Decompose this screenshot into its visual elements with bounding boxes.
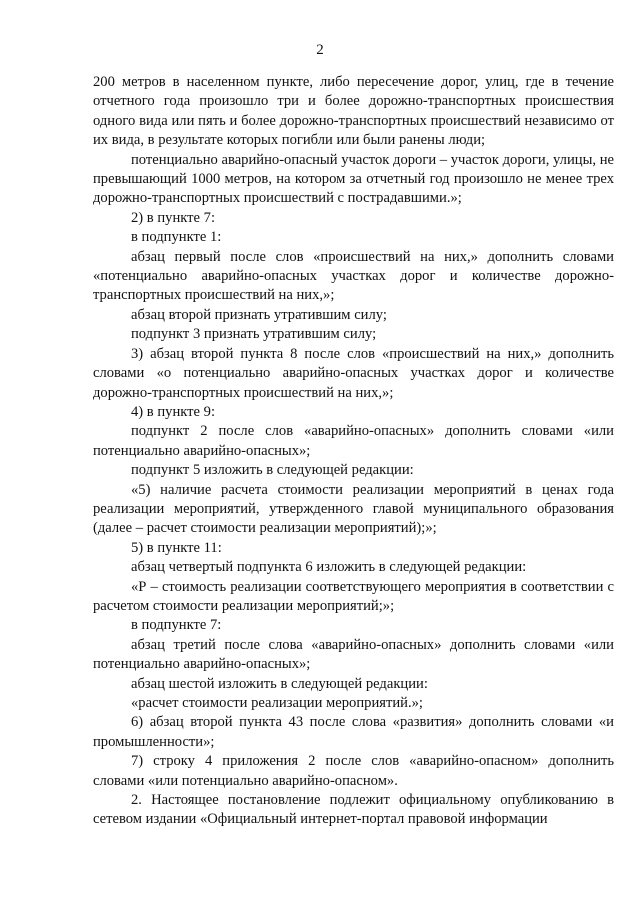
text-line: с расчетом стоимости реализации мероприятий;»; — [93, 578, 614, 614]
paragraph — [93, 403, 614, 422]
text-line: от их вида, в результате которых погибли или были ранены люди; — [93, 112, 615, 149]
text-line: потенциально аварийно-опасных»; — [93, 442, 311, 459]
text-line: «потенциально аварийно-опасных участках дорог и количестве дорожно- — [93, 268, 614, 285]
text-line: 4) в пункте 9: — [131, 403, 216, 420]
text-line: 7) строку 4 приложения 2 после слов «аварийно-опасном» дополнить — [131, 753, 614, 770]
text-line: одного вида или пять и более дорожно-транспортных происшествий независимо — [93, 112, 597, 129]
paragraph — [93, 752, 614, 791]
text-line: абзац второй признать утратившим силу; — [131, 306, 387, 323]
text-line: транспортных происшествий на них,»; — [93, 287, 335, 304]
paragraph — [93, 325, 614, 344]
paragraph — [93, 422, 614, 461]
text-line: словами «о потенциально аварийно-опасных участках дорог и количестве — [93, 365, 614, 382]
text-line: отчетного года произошло три и более дорожно-транспортных происшествия — [93, 93, 614, 110]
paragraph — [93, 248, 614, 306]
paragraph — [93, 228, 614, 247]
paragraph — [93, 636, 614, 675]
text-line: подпункт 3 признать утратившим силу; — [131, 326, 377, 343]
paragraph — [93, 306, 614, 325]
text-line: (далее – расчет стоимости реализации мероприятий);»; — [93, 520, 437, 537]
text-line: 5) в пункте 11: — [131, 539, 222, 556]
text-line: подпункт 2 после слов «аварийно-опасных» дополнить словами «или — [131, 423, 614, 440]
text-line: реализации мероприятий, утвержденного главой муниципального образования — [93, 500, 614, 517]
paragraph — [93, 461, 614, 480]
paragraph — [93, 539, 614, 558]
text-line: 200 метров в населенном пункте, либо пересечение дорог, улиц, где в течение — [93, 74, 614, 90]
text-line: абзац первый после слов «происшествий на них,» дополнить словами — [131, 248, 614, 265]
paragraph — [93, 694, 614, 713]
text-line: 6) абзац второй пункта 43 после слова «развития» дополнить словами «и — [131, 714, 614, 731]
text-line: потенциально аварийно-опасный участок дороги – участок дороги, улицы, — [131, 151, 597, 168]
text-line: в подпункте 7: — [131, 617, 222, 634]
text-line: абзац шестой изложить в следующей редакции: — [131, 675, 428, 692]
paragraph — [93, 791, 614, 830]
paragraph — [93, 713, 614, 752]
text-line: «5) наличие расчета стоимости реализации мероприятий в ценах года — [131, 481, 614, 498]
text-line: промышленности»; — [93, 733, 215, 750]
text-line: 3) абзац второй пункта 8 после слов «происшествий на них,» дополнить — [131, 345, 614, 362]
page-number: 2 — [316, 42, 324, 58]
text-line: потенциально аварийно-опасных»; — [93, 656, 311, 673]
paragraph — [93, 578, 614, 617]
text-line: трех дорожно-транспортных происшествий с пострадавшими.»; — [93, 171, 614, 207]
paragraph — [93, 345, 614, 403]
text-line: абзац четвертый подпункта 6 изложить в следующей редакции: — [131, 559, 527, 576]
text-line: не превышающий 1000 метров, на котором за отчетный год произошло не менее — [93, 151, 614, 188]
paragraph — [93, 481, 614, 539]
text-line: в подпункте 1: — [131, 229, 222, 246]
text-line: сетевом издании «Официальный интернет-портал правовой информации — [93, 811, 548, 828]
paragraph — [93, 558, 614, 577]
paragraph — [93, 209, 614, 228]
text-line: дорожно-транспортных происшествий на них,»; — [93, 384, 394, 401]
document-body — [93, 73, 614, 830]
text-line: «Р – стоимость реализации соответствующего мероприятия в соответствии — [131, 578, 604, 595]
paragraph — [93, 616, 614, 635]
paragraph — [93, 675, 614, 694]
text-line: абзац третий после слова «аварийно-опасных» дополнить словами «или — [131, 636, 614, 653]
text-line: словами «или потенциально аварийно-опасном». — [93, 772, 398, 789]
paragraph — [93, 73, 614, 151]
text-line: подпункт 5 изложить в следующей редакции: — [131, 462, 414, 479]
text-line: «расчет стоимости реализации мероприятий.»; — [131, 695, 423, 711]
text-line: 2) в пункте 7: — [131, 209, 216, 226]
paragraph — [93, 151, 614, 209]
text-line: 2. Настоящее постановление подлежит официальному опубликованию в — [131, 792, 614, 809]
